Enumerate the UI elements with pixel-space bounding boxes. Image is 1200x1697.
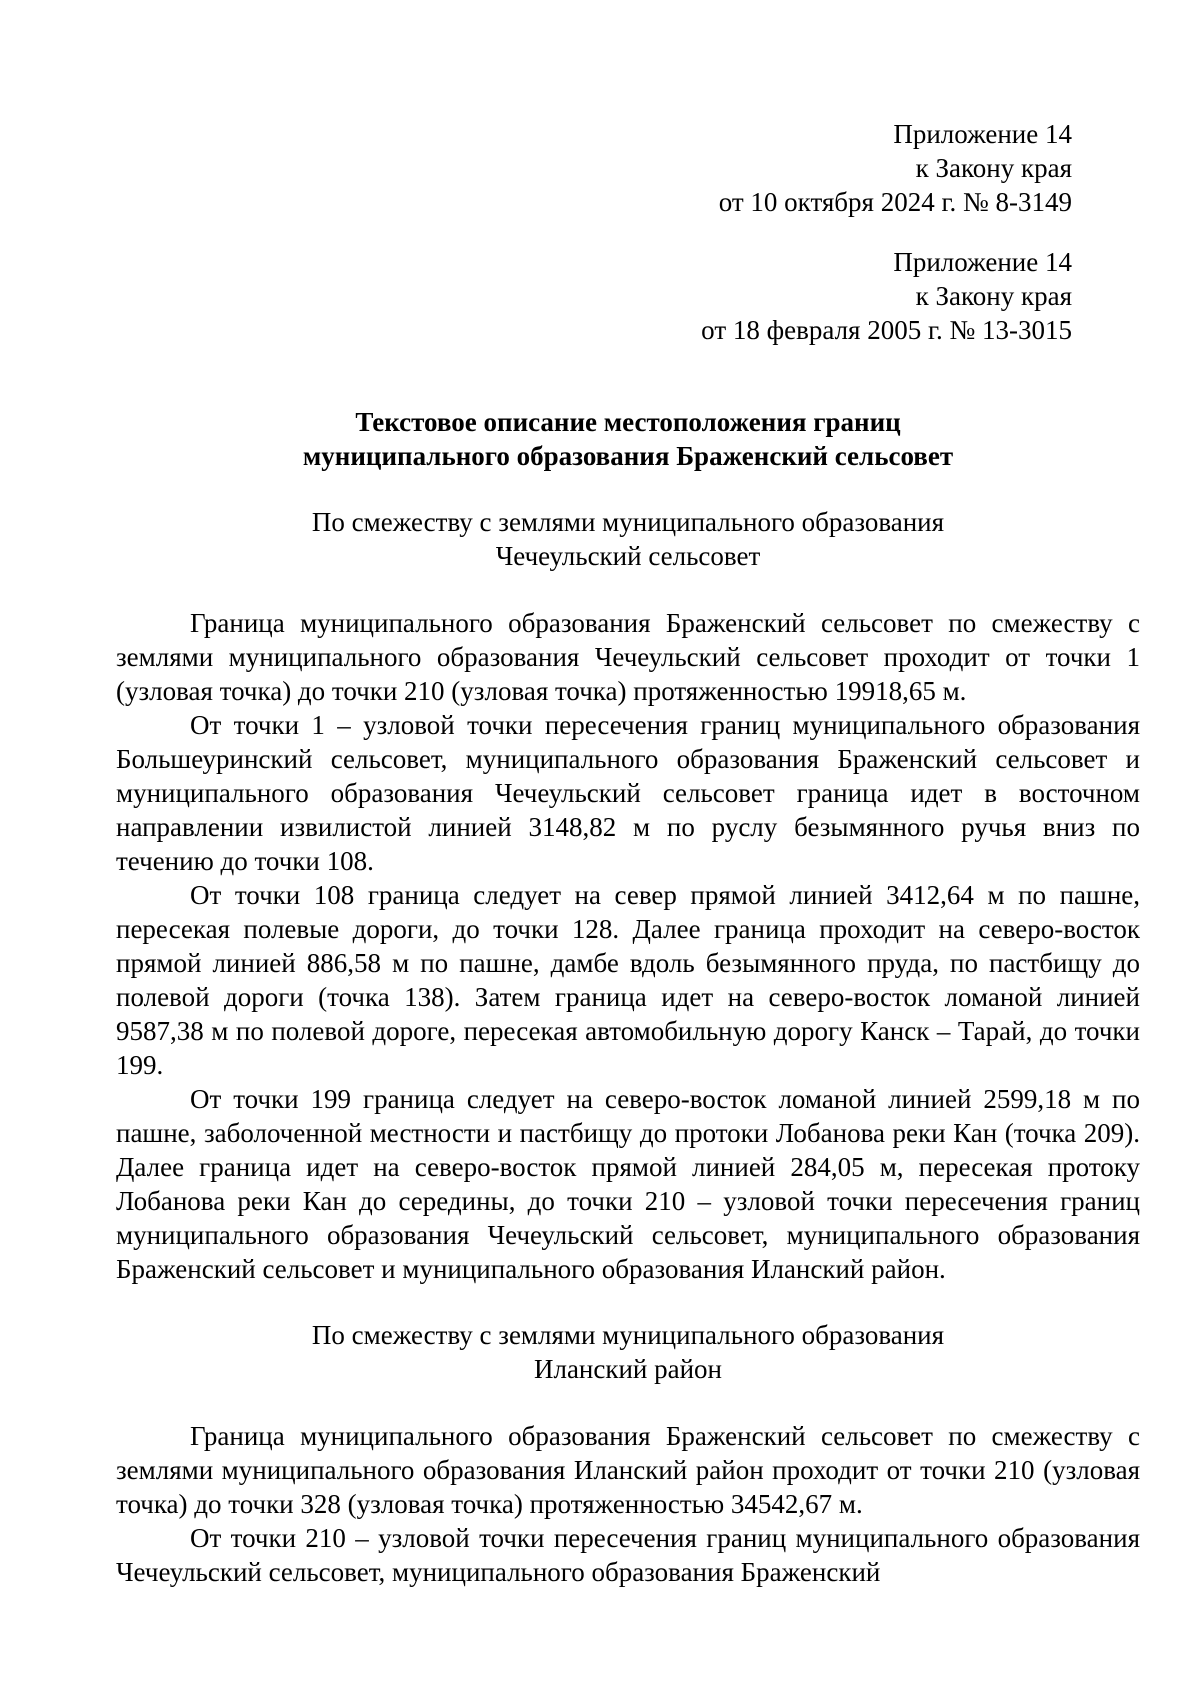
section-body-checheulsky — [116, 606, 1140, 1286]
title-line: муниципального образования Браженский сельсовет — [302, 441, 954, 471]
section-heading-line: По смежеству с землями муниципального образования — [311, 1320, 945, 1350]
section-heading-line: По смежеству с землями муниципального образования — [311, 507, 945, 537]
section-heading-ilansky — [116, 1318, 1140, 1386]
paragraph: От точки 108 граница следует на север прямой линией 3412,64 м по пашне, пересекая полевые дороги, до точки 128. Далее граница проходит на северо-восток прямой линией 886,58 м по пашне, дамбе вдоль безымянного пруда, по пастбищу до полевой дороги (точка 138). Затем граница идет на северо-восток ломаной линией 9587,38 м по полевой дороге, пересекая автомобильную дорогу Канск – Тарай, до точки 199. — [116, 880, 1140, 1080]
appendix-original-reference — [701, 245, 1072, 347]
paragraph: От точки 1 – узловой точки пересечения границ муниципального образования Большеуринский сельсовет, муниципального образования Браженский сельсовет и муниципального образования Чечеульский сельсовет граница идет в восточном направлении извилистой линией 3148,82 м по руслу безымянного ручья вниз по течению до точки 108. — [116, 710, 1140, 876]
appendix-law-date: от 18 февраля 2005 г. № 13-3015 — [701, 315, 1072, 345]
title-line: Текстовое описание местоположения границ — [355, 407, 901, 437]
section-heading-line: Иланский район — [533, 1354, 723, 1384]
paragraph: Граница муниципального образования Браженский сельсовет по смежеству с землями муниципального образования Иланский район проходит от точки 210 (узловая точка) до точки 328 (узловая точка) протяженностью 34542,67 м. — [116, 1421, 1140, 1519]
paragraph: От точки 199 граница следует на северо-восток ломаной линией 2599,18 м по пашне, заболоченной местности и пастбищу до протоки Лобанова реки Кан (точка 209). Далее граница идет на северо-восток прямой линией 284,05 м, пересекая протоку Лобанова реки Кан до середины, до точки 210 – узловой точки пересечения границ муниципального образования Чечеульский сельсовет, муниципального образования Браженский сельсовет и муниципального образования Иланский район. — [116, 1084, 1140, 1284]
appendix-number: Приложение 14 — [893, 247, 1072, 277]
appendix-law-ref: к Закону края — [915, 281, 1072, 311]
section-body-ilansky — [116, 1419, 1140, 1589]
paragraph: От точки 210 – узловой точки пересечения границ муниципального образования Чечеульский сельсовет, муниципального образования Браженский — [116, 1523, 1140, 1587]
appendix-law-date: от 10 октября 2024 г. № 8-3149 — [718, 187, 1072, 217]
section-heading-checheulsky — [116, 505, 1140, 573]
paragraph: Граница муниципального образования Браженский сельсовет по смежеству с землями муниципального образования Чечеульский сельсовет проходит от точки 1 (узловая точка) до точки 210 (узловая точка) протяженностью 19918,65 м. — [116, 608, 1140, 706]
section-heading-line: Чечеульский сельсовет — [495, 541, 761, 571]
document-title — [116, 405, 1140, 473]
appendix-current-reference — [719, 117, 1072, 219]
appendix-number: Приложение 14 — [893, 119, 1072, 149]
appendix-law-ref: к Закону края — [915, 153, 1072, 183]
